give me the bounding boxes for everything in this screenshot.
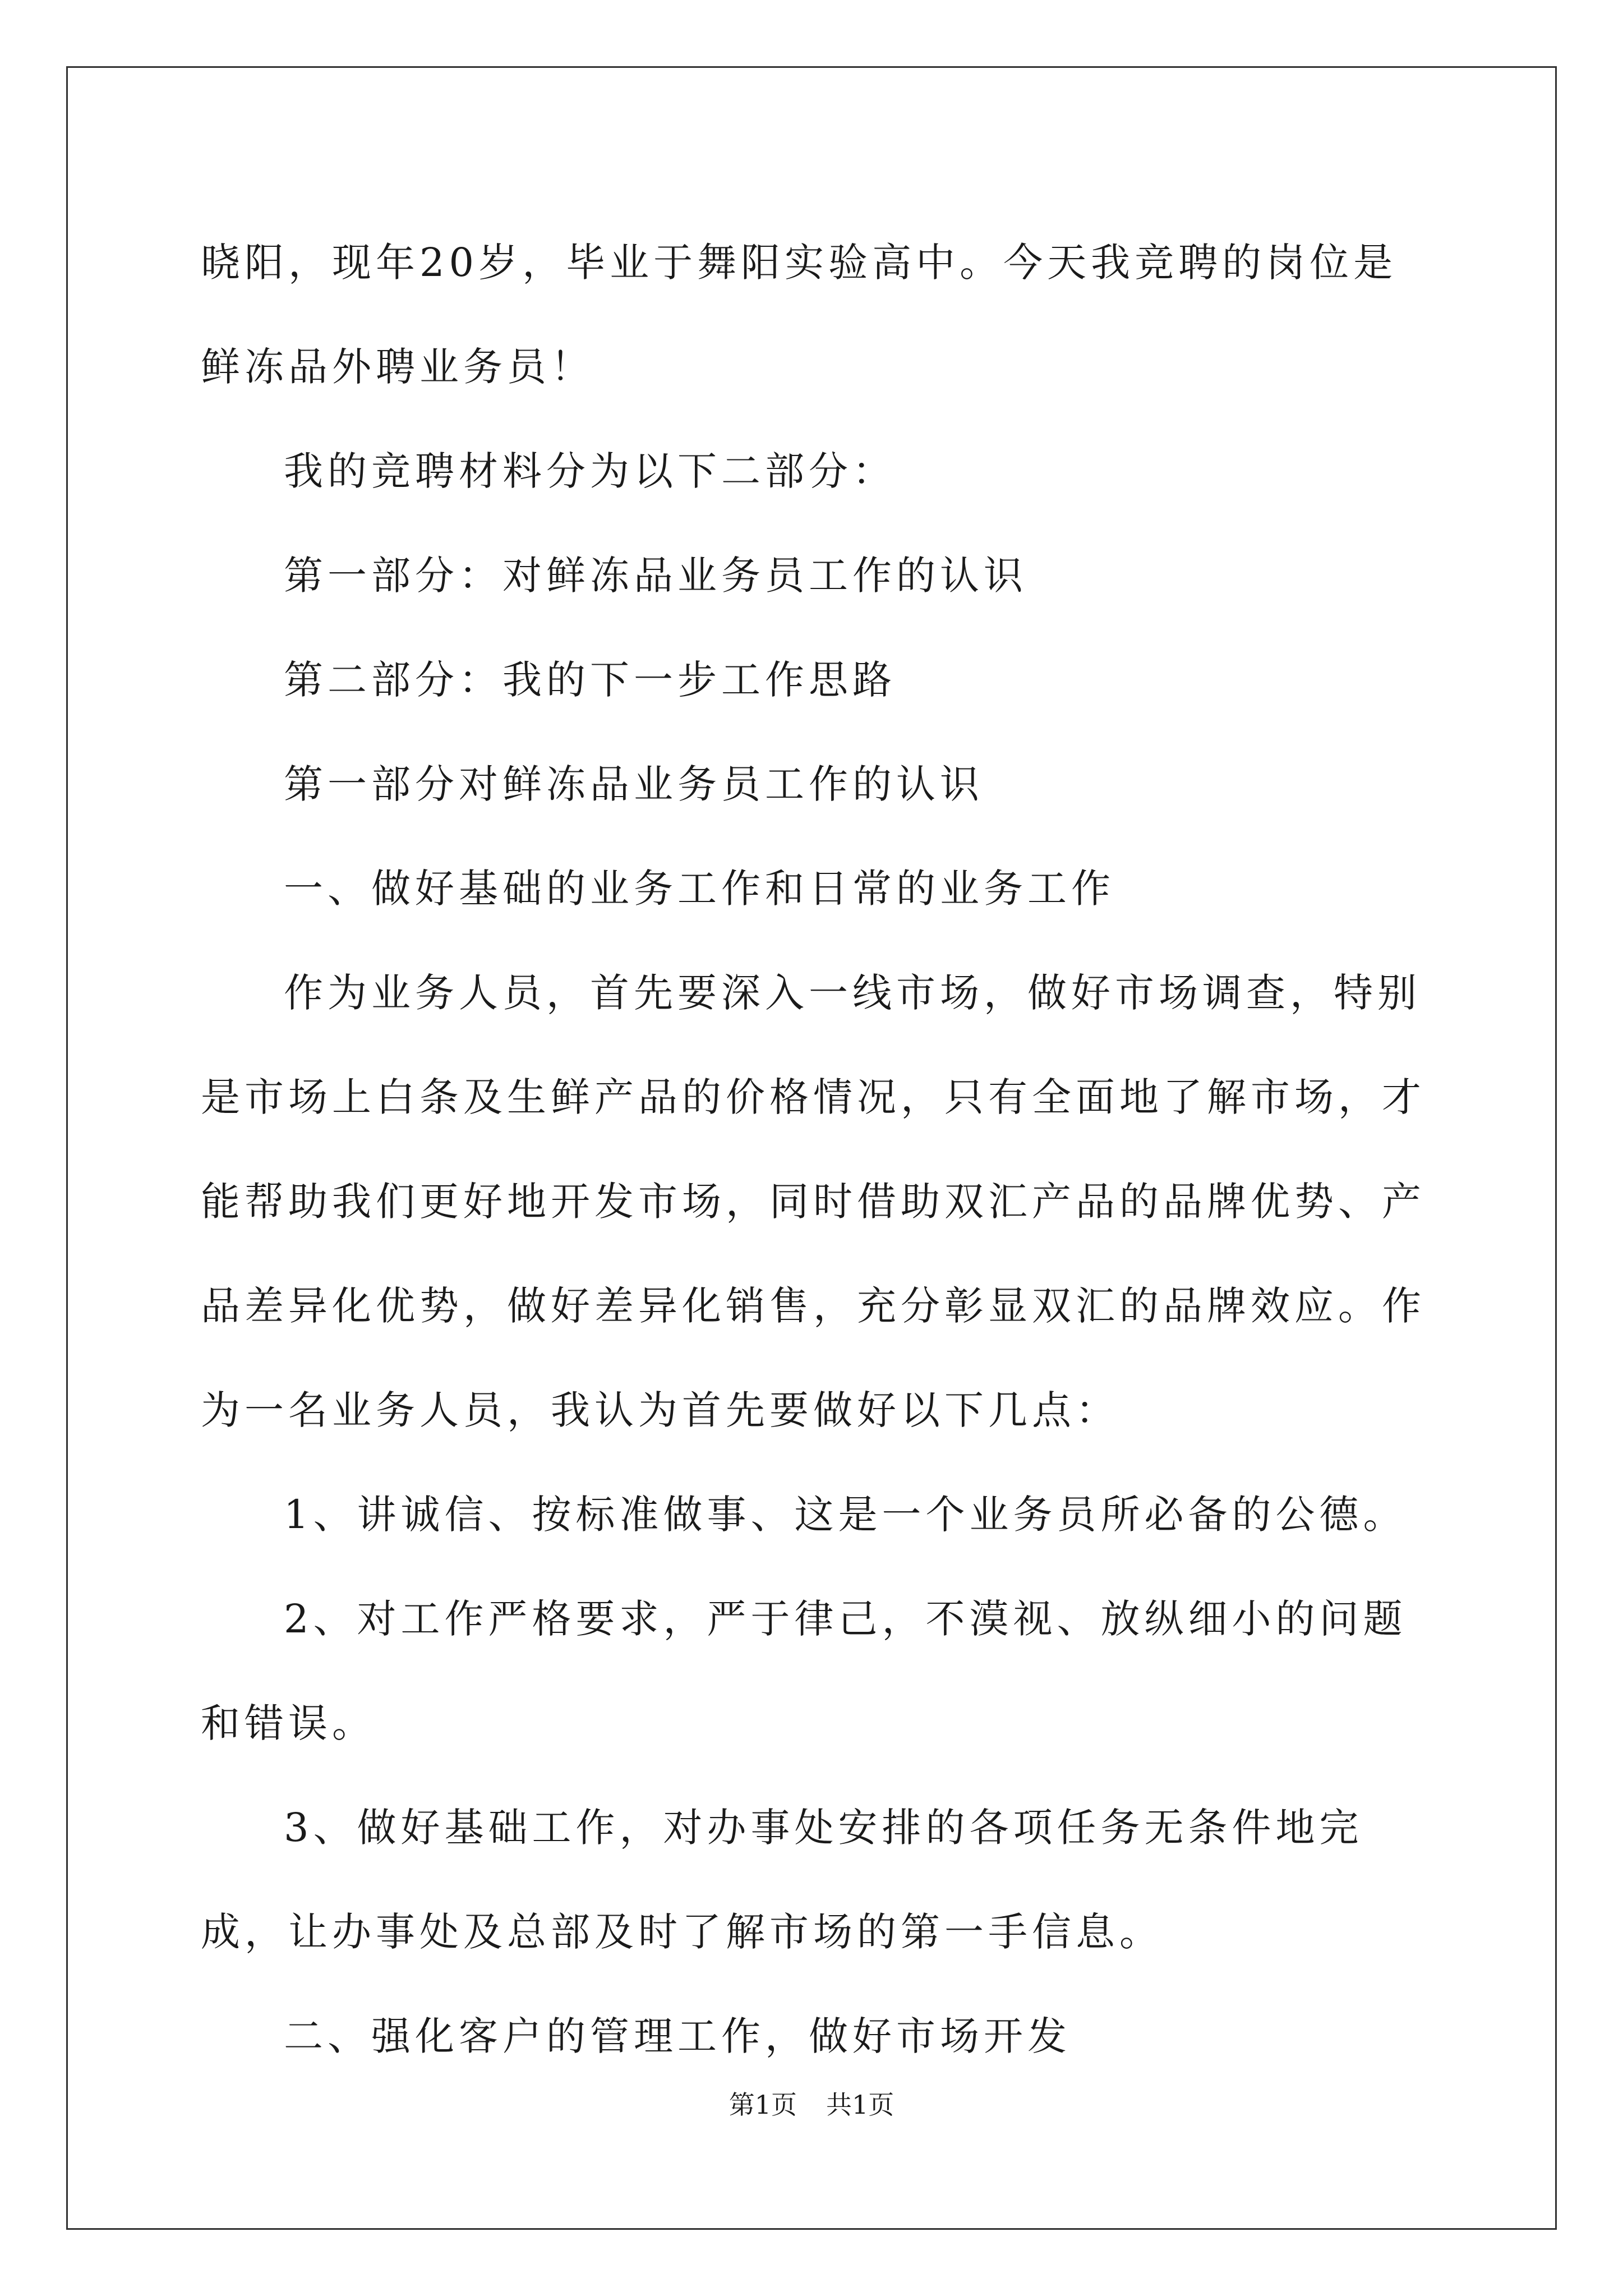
section-heading-part-one: 第一部分对鲜冻品业务员工作的认识	[284, 761, 984, 807]
document-body	[201, 210, 1429, 2088]
list-item-3: 3、做好基础工作，对办事处安排的各项任务无条件地完成，让办事处及总部及时了解市场的第一手信息。	[201, 1805, 1363, 1955]
paragraph-intro: 晓阳，现年20岁，毕业于舞阳实验高中。今天我竞聘的岗位是鲜冻品外聘业务员！	[201, 240, 1398, 390]
subsection-heading-two: 二、强化客户的管理工作，做好市场开发	[284, 2013, 1071, 2059]
list-item-2: 2、对工作严格要求，严于律己，不漠视、放纵细小的问题和错误。	[201, 1596, 1407, 1746]
page-total: 共1页	[826, 2090, 895, 2120]
page-number: 第1页	[728, 2090, 797, 2120]
paragraph-outline: 我的竞聘材料分为以下二部分：	[284, 448, 896, 494]
subsection-heading-one: 一、做好基础的业务工作和日常的业务工作	[284, 866, 1115, 912]
paragraph-part-two-title: 第二部分：我的下一步工作思路	[284, 657, 896, 703]
paragraph-part-one-title: 第一部分：对鲜冻品业务员工作的认识	[284, 553, 1027, 599]
paragraph-body: 作为业务人员，首先要深入一线市场，做好市场调查，特别是市场上白条及生鲜产品的价格情况，只有全面地了解市场，才能帮助我们更好地开发市场，同时借助双汇产品的品牌优势、产品差异化优势，做好差异化销售，充分彰显双汇的品牌效应。作为一名业务人员，我认为首先要做好以下几点：	[201, 970, 1426, 1433]
list-item-1: 1、讲诚信、按标准做事、这是一个业务员所必备的公德。	[284, 1492, 1407, 1538]
page-footer	[0, 2088, 1623, 2122]
